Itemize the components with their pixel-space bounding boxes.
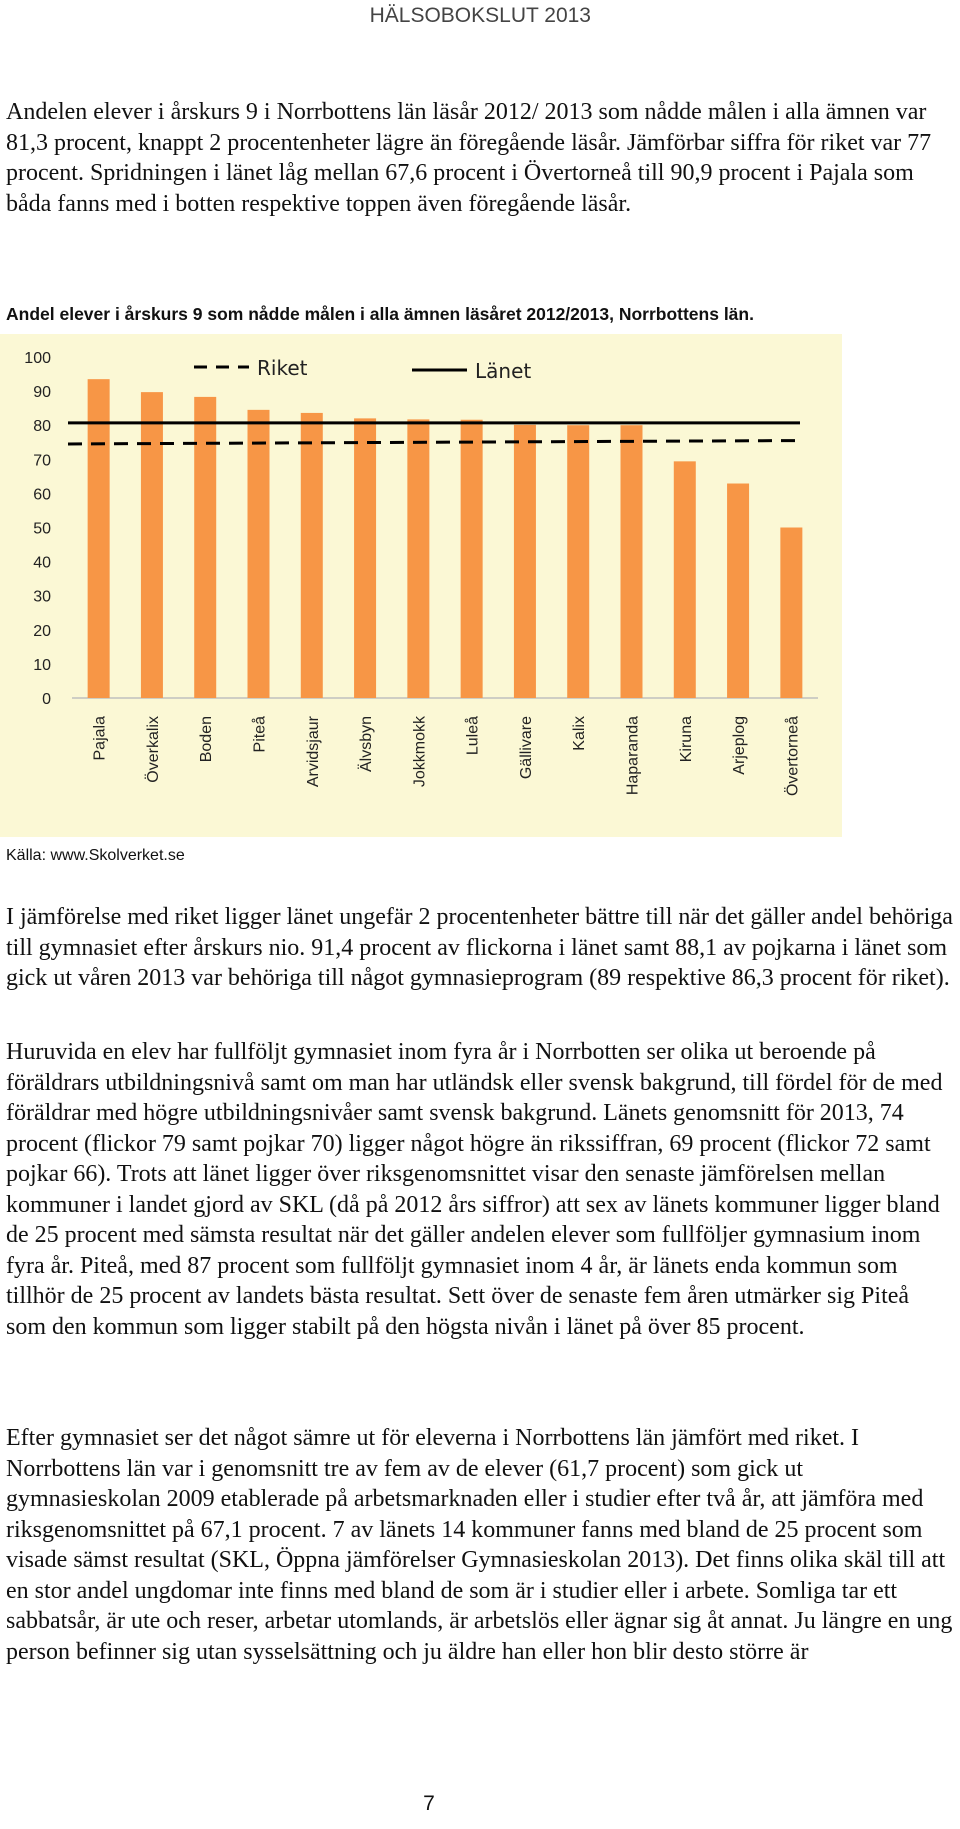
y-tick-label: 60 — [33, 486, 51, 504]
bar-piteå — [248, 410, 270, 698]
x-tick-label: Jokkmokk — [411, 716, 429, 788]
x-tick-label: Arvidsjaur — [304, 716, 322, 788]
legend-label-riket: Riket — [257, 356, 308, 380]
bar-jokkmokk — [407, 419, 429, 698]
chart-svg — [0, 334, 842, 837]
x-tick-label: Pajala — [91, 716, 109, 761]
bar-arjeplog — [727, 484, 749, 698]
y-tick-label: 80 — [33, 418, 51, 436]
chart-caption: Andel elever i årskurs 9 som nådde målen i alla ämnen läsåret 2012/2013, Norrbottens län. — [6, 304, 754, 324]
y-tick-label: 20 — [33, 622, 51, 640]
bar-luleå — [461, 420, 483, 698]
x-tick-label: Piteå — [251, 716, 269, 753]
bar-chart — [0, 334, 842, 837]
paragraph-intro: Andelen elever i årskurs 9 i Norrbottens län läsår 2012/ 2013 som nådde målen i alla ämnen var 81,3 procent, knappt 2 procentenheter lägre än föregående läsår. Jämförbar siffra för riket var 77 procent. Spridningen i länet låg mellan 67,6 procent i Övertorneå till 90,9 procent i Pajala som båda fanns med i botten respektive toppen även föregående läsår. — [6, 99, 932, 217]
source-note: Källa: www.Skolverket.se — [6, 847, 185, 864]
paragraph-after-gymnasium: Efter gymnasiet ser det något sämre ut för eleverna i Norrbottens län jämfört med riket. I Norrbottens län var i genomsnitt tre av fem av de elever (61,7 procent) som gick ut gymnasieskolan 2009 etablerade på arbetsmarknaden eller i studier efter två år, att jämföra med riksgenomsnittet på 67,1 procent. 7 av länets 14 kommuner fanns med bland de 25 procent som visade sämst resultat (SKL, Öppna jämförelser Gymnasieskolan 2013). Det finns olika skäl till att en stor andel ungdomar inte finns med bland de som är i studier eller i arbete. Somliga tar ett sabbatsår, är ute och reser, arbetar utomlands, är arbetslös eller ägnar sig åt annat. Ju längre en ung person befinner sig utan sysselsättning och ju äldre han eller hon blir desto större är — [6, 1425, 953, 1665]
header-title: HÄLSOBOKSLUT 2013 — [369, 4, 591, 27]
y-tick-label: 10 — [33, 656, 51, 674]
y-tick-label: 0 — [42, 691, 51, 708]
x-tick-label: Kalix — [571, 716, 589, 751]
x-tick-label: Kiruna — [677, 716, 695, 763]
y-tick-label: 90 — [33, 384, 51, 402]
bar-arvidsjaur — [301, 413, 323, 698]
x-tick-label: Gällivare — [517, 716, 535, 780]
y-tick-label: 30 — [33, 588, 51, 606]
y-tick-label: 100 — [24, 350, 51, 367]
bar-pajala — [88, 379, 110, 698]
x-tick-label: Boden — [198, 716, 216, 763]
paragraph-gymnasium: Huruvida en elev har fullföljt gymnasiet inom fyra år i Norrbotten ser olika ut beroende på föräldrars utbildningsnivå samt om man har utländsk eller svensk bakgrund, till fördel för de med föräldrar med högre utbildningsnivåer samt svensk bakgrund. Länets genomsnitt för 2013, 74 procent (flickor 79 samt pojkar 70) ligger något högre än rikssiffran, 69 procent (flickor 72 samt pojkar 66). Trots att länet ligger över riksgenomsnittet visar den senaste jämförelsen mellan kommuner i landet gjord av SKL (då på 2012 års siffror) att sex av länets kommuner ligger bland de 25 procent med sämsta resultat när det gäller andelen elever som fullföljer gymnasium inom fyra år. Piteå, med 87 procent som fullföljt gymnasiet inom 4 år, är länets enda kommun som tillhör de 25 procent av landets bästa resultat. Sett över de senaste fem åren utmärker sig Piteå som den kommun som ligger stabilt på den högsta nivån i länet på över 85 procent. — [6, 1039, 943, 1340]
x-tick-label: Haparanda — [624, 716, 642, 796]
bar-övertorneå — [780, 528, 802, 699]
paragraph-comparison: I jämförelse med riket ligger länet ungefär 2 procentenheter bättre till när det gäller andel behöriga till gymnasiet efter årskurs nio. 91,4 procent av flickorna i länet samt 88,1 av pojkarna i länet som gick ut våren 2013 var behöriga till något gymnasieprogram (89 respektive 86,3 procent för riket). — [6, 904, 953, 991]
bar-kiruna — [674, 461, 696, 698]
x-tick-label: Arjeplog — [731, 716, 749, 775]
bar-kalix — [567, 425, 589, 698]
bar-haparanda — [621, 425, 643, 698]
x-tick-label: Överkalix — [144, 716, 162, 783]
bar-överkalix — [141, 392, 163, 698]
y-tick-label: 50 — [33, 520, 51, 538]
bar-älvsbyn — [354, 418, 376, 698]
y-tick-label: 40 — [33, 554, 51, 572]
page-number: 7 — [423, 1792, 435, 1815]
x-tick-label: Övertorneå — [784, 716, 802, 797]
x-tick-label: Luleå — [464, 716, 482, 756]
reference-line-riket — [68, 441, 800, 444]
y-tick-label: 70 — [33, 452, 51, 470]
x-tick-label: Älvsbyn — [358, 716, 376, 773]
legend-label-länet: Länet — [475, 359, 532, 383]
bar-gällivare — [514, 425, 536, 698]
